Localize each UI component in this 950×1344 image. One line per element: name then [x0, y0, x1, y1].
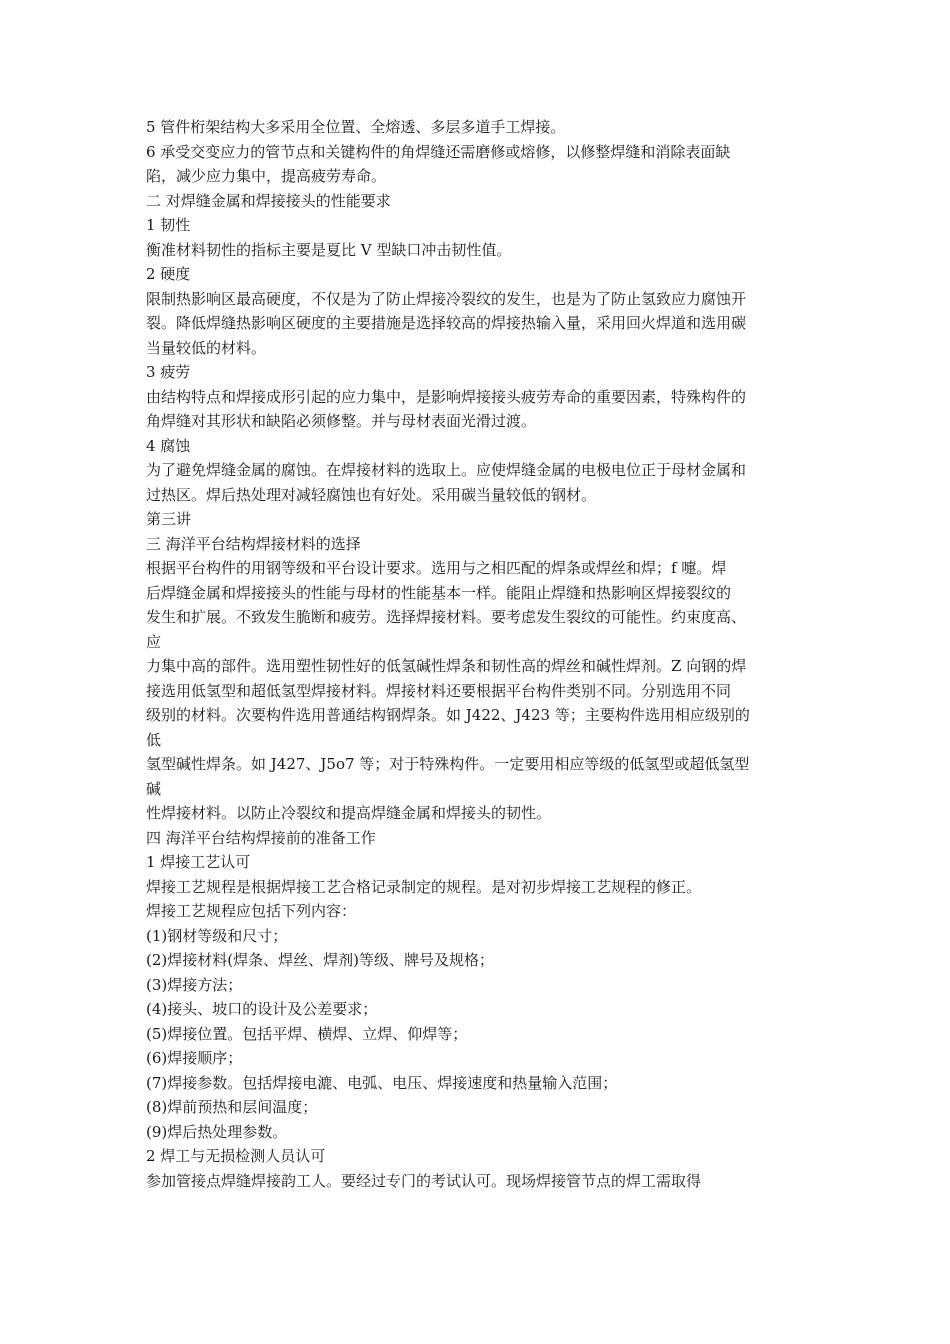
- list-item: (8)焊前预热和层间温度；: [146, 1098, 318, 1116]
- list-item: (6)焊接顺序；: [146, 1049, 243, 1067]
- text-line: 碱: [146, 779, 162, 798]
- list-item: (2)焊接材料(焊条、焊丝、焊剂)等级、牌号及规格；: [146, 951, 494, 969]
- subsection-heading: 2 硬度: [146, 265, 191, 283]
- text-line: 角焊缝对其形状和缺陷必须修整。并与母材表面光滑过渡。: [146, 412, 537, 430]
- text-line: 由结构特点和焊接成形引起的应力集中，是影响焊接接头疲劳寿命的重要因素，特殊构件的: [146, 387, 747, 406]
- text-line: 过热区。焊后热处理对减轻腐蚀也有好处。采用碳当量较低的钢材。: [146, 485, 597, 504]
- subsection-heading: 3 疲劳: [146, 363, 191, 381]
- text-line: 5 管件桁架结构大多采用全位置、全熔透、多层多道手工焊接。: [146, 118, 566, 136]
- text-line: 发生和扩展。不致发生脆断和疲劳。选择焊接材料。要考虑发生裂纹的可能性。约束度高、: [146, 608, 747, 626]
- text-line: 陷，减少应力集中，提高疲劳寿命。: [146, 167, 387, 185]
- section-heading: 三 海洋平台结构焊接材料的选择: [146, 534, 361, 553]
- text-line: 参加管接点焊缝焊接韵工人。要经过专门的考试认可。现场焊接管节点的焊工需取得: [146, 1171, 702, 1190]
- list-item: (4)接头、坡口的设计及公差要求；: [146, 1000, 378, 1018]
- subsection-heading: 1 焊接工艺认可: [146, 853, 251, 871]
- subsection-heading: 4 腐蚀: [146, 436, 191, 455]
- text-line: 限制热影响区最高硬度，不仅是为了防止焊接冷裂纹的发生，也是为了防止氢致应力腐蚀开: [146, 289, 747, 308]
- list-item: (9)焊后热处理参数。: [146, 1122, 288, 1141]
- text-line: 6 承受交变应力的管节点和关键构件的角焊缝还需磨修或熔修，以修整焊缝和消除表面缺: [146, 142, 731, 161]
- lecture-heading: 第三讲: [146, 510, 192, 528]
- text-line: 接选用低氢型和超低氢型焊接材料。焊接材料还要根据平台构件类别不同。分别选用不同: [146, 681, 732, 700]
- section-heading: 四 海洋平台结构焊接前的准备工作: [146, 828, 376, 847]
- text-line: 应: [146, 632, 162, 651]
- list-item: (3)焊接方法；: [146, 975, 243, 994]
- text-line: 焊接工艺规程应包括下列内容：: [146, 902, 357, 920]
- text-line: 裂。降低焊缝热影响区硬度的主要措施是选择较高的焊接热输入量，采用回火焊道和选用碳: [146, 314, 747, 332]
- subsection-heading: 2 焊工与无损检测人员认可: [146, 1147, 326, 1165]
- text-line: 为了避免焊缝金属的腐蚀。在焊接材料的选取上。应使焊缝金属的电极电位正于母材金属和: [146, 461, 747, 479]
- text-line: 低: [146, 730, 162, 749]
- text-line: 氢型碱性焊条。如 J427、J5o7 等；对于特殊构件。一定要用相应等级的低氢型或超低氢型: [146, 755, 750, 773]
- text-line: 性焊接材料。以防止冷裂纹和提高焊缝金属和焊接头的韧性。: [146, 804, 552, 822]
- text-line: 力集中高的部件。选用塑性韧性好的低氢碱性焊条和韧性高的焊丝和碱性焊剂。Z 向钢的焊: [146, 657, 747, 675]
- text-line: 后焊缝金属和焊接接头的性能与母材的性能基本一样。能阻止焊缝和热影响区焊接裂纹的: [146, 583, 732, 602]
- list-item: (1)钢材等级和尺寸；: [146, 926, 288, 945]
- list-item: (7)焊接参数。包括焊接电漉、电弧、电压、焊接速度和热量输入范围；: [146, 1073, 618, 1092]
- document-body: [146, 115, 816, 1193]
- text-line: 当量较低的材料。: [146, 338, 267, 357]
- text-line: 级别的材料。次要构件选用普通结构钢焊条。如 J422、J423 等；主要构件选用相应级别的: [146, 706, 750, 724]
- text-line: 根据平台构件的用钢等级和平台设计要求。选用与之相匹配的焊条或焊丝和焊；f 嚏。焊: [146, 559, 727, 577]
- text-line: 焊接工艺规程是根据焊接工艺合格记录制定的规程。是对初步焊接工艺规程的修正。: [146, 877, 702, 896]
- list-item: (5)焊接位置。包括平焊、横焊、立焊、仰焊等；: [146, 1024, 468, 1043]
- subsection-heading: 1 韧性: [146, 216, 191, 234]
- section-heading: 二 对焊缝金属和焊接接头的性能要求: [146, 191, 391, 210]
- text-line: 衡准材料韧性的指标主要是夏比 V 型缺口冲击韧性值。: [146, 240, 512, 259]
